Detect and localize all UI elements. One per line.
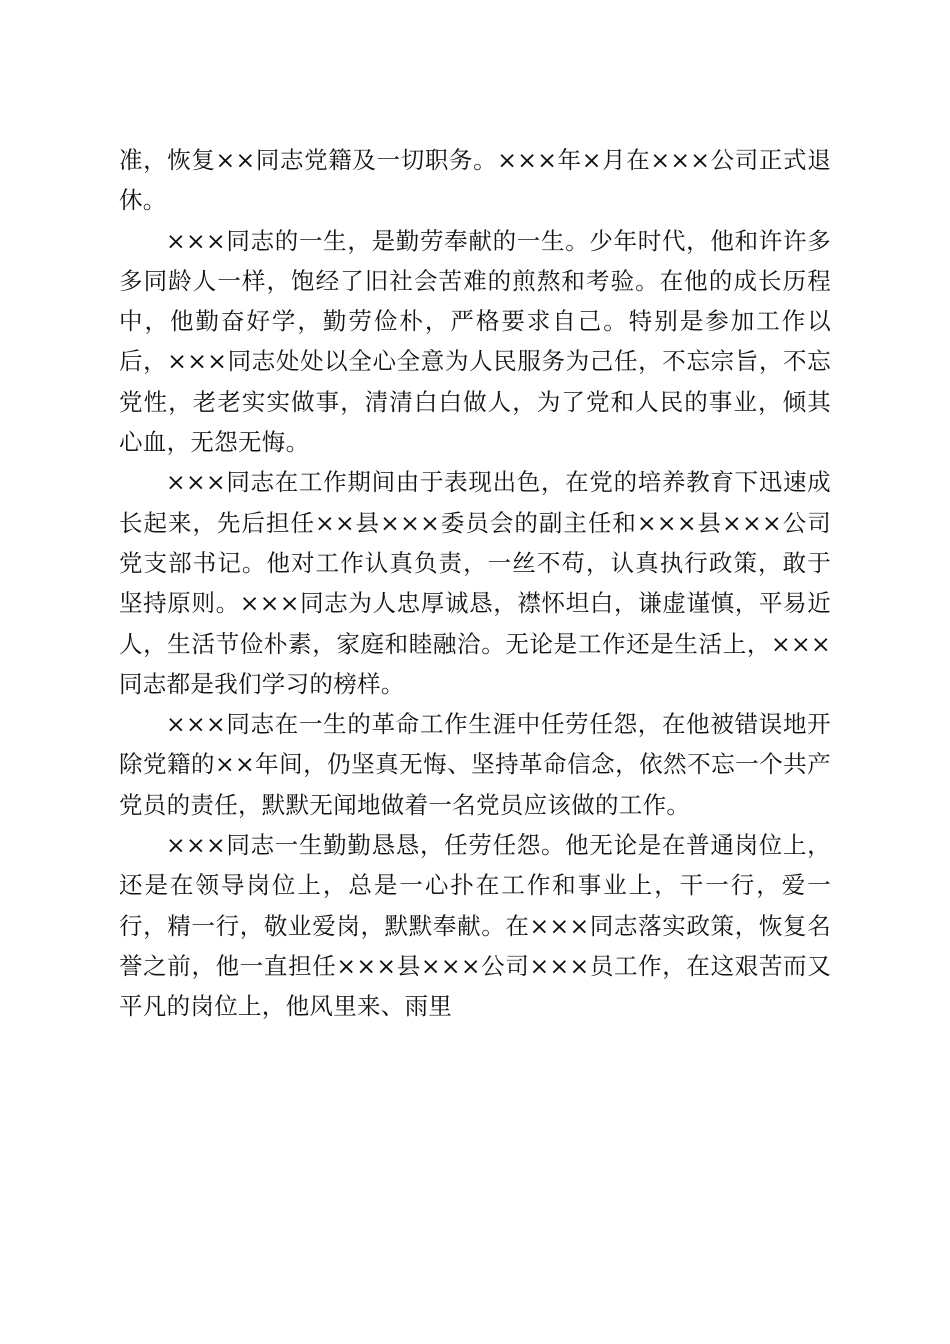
document-body: [119, 140, 831, 1027]
paragraph-revolutionary-career: ×××同志在一生的革命工作生涯中任劳任怨，在他被错误地开除党籍的××年间，仍坚真无悔、坚持革命信念，依然不忘一个共产党员的责任，默默无闻地做着一名党员应该做的工作。: [119, 710, 831, 819]
paragraph-continuation: 准，恢复××同志党籍及一切职务。×××年×月在×××公司正式退休。: [119, 146, 831, 215]
paragraph-diligent-work: ×××同志一生勤勤恳恳，任劳任怨。他无论是在普通岗位上，还是在领导岗位上，总是一心扑在工作和事业上，干一行，爱一行，精一行，敬业爱岗，默默奉献。在×××同志落实政策，恢复名誉之前，他一直担任×××县×××公司×××员工作，在这艰苦而又平凡的岗位上，他风里来、雨里: [119, 831, 831, 1021]
paragraph-career-growth: ×××同志在工作期间由于表现出色，在党的培养教育下迅速成长起来，先后担任××县×××委员会的副主任和×××县×××公司党支部书记。他对工作认真负责，一丝不苟，认真执行政策，敢于坚持原则。×××同志为人忠厚诚恳，襟怀坦白，谦虚谨慎，平易近人，生活节俭朴素，家庭和睦融洽。无论是工作还是生活上，×××同志都是我们学习的榜样。: [119, 468, 831, 698]
paragraph-life-of-dedication: ×××同志的一生，是勤劳奉献的一生。少年时代，他和许许多多同龄人一样，饱经了旧社会苦难的煎熬和考验。在他的成长历程中，他勤奋好学，勤劳俭朴，严格要求自己。特别是参加工作以后，×××同志处处以全心全意为人民服务为己任，不忘宗旨，不忘党性，老老实实做事，清清白白做人，为了党和人民的事业，倾其心血，无怨无悔。: [119, 226, 831, 457]
